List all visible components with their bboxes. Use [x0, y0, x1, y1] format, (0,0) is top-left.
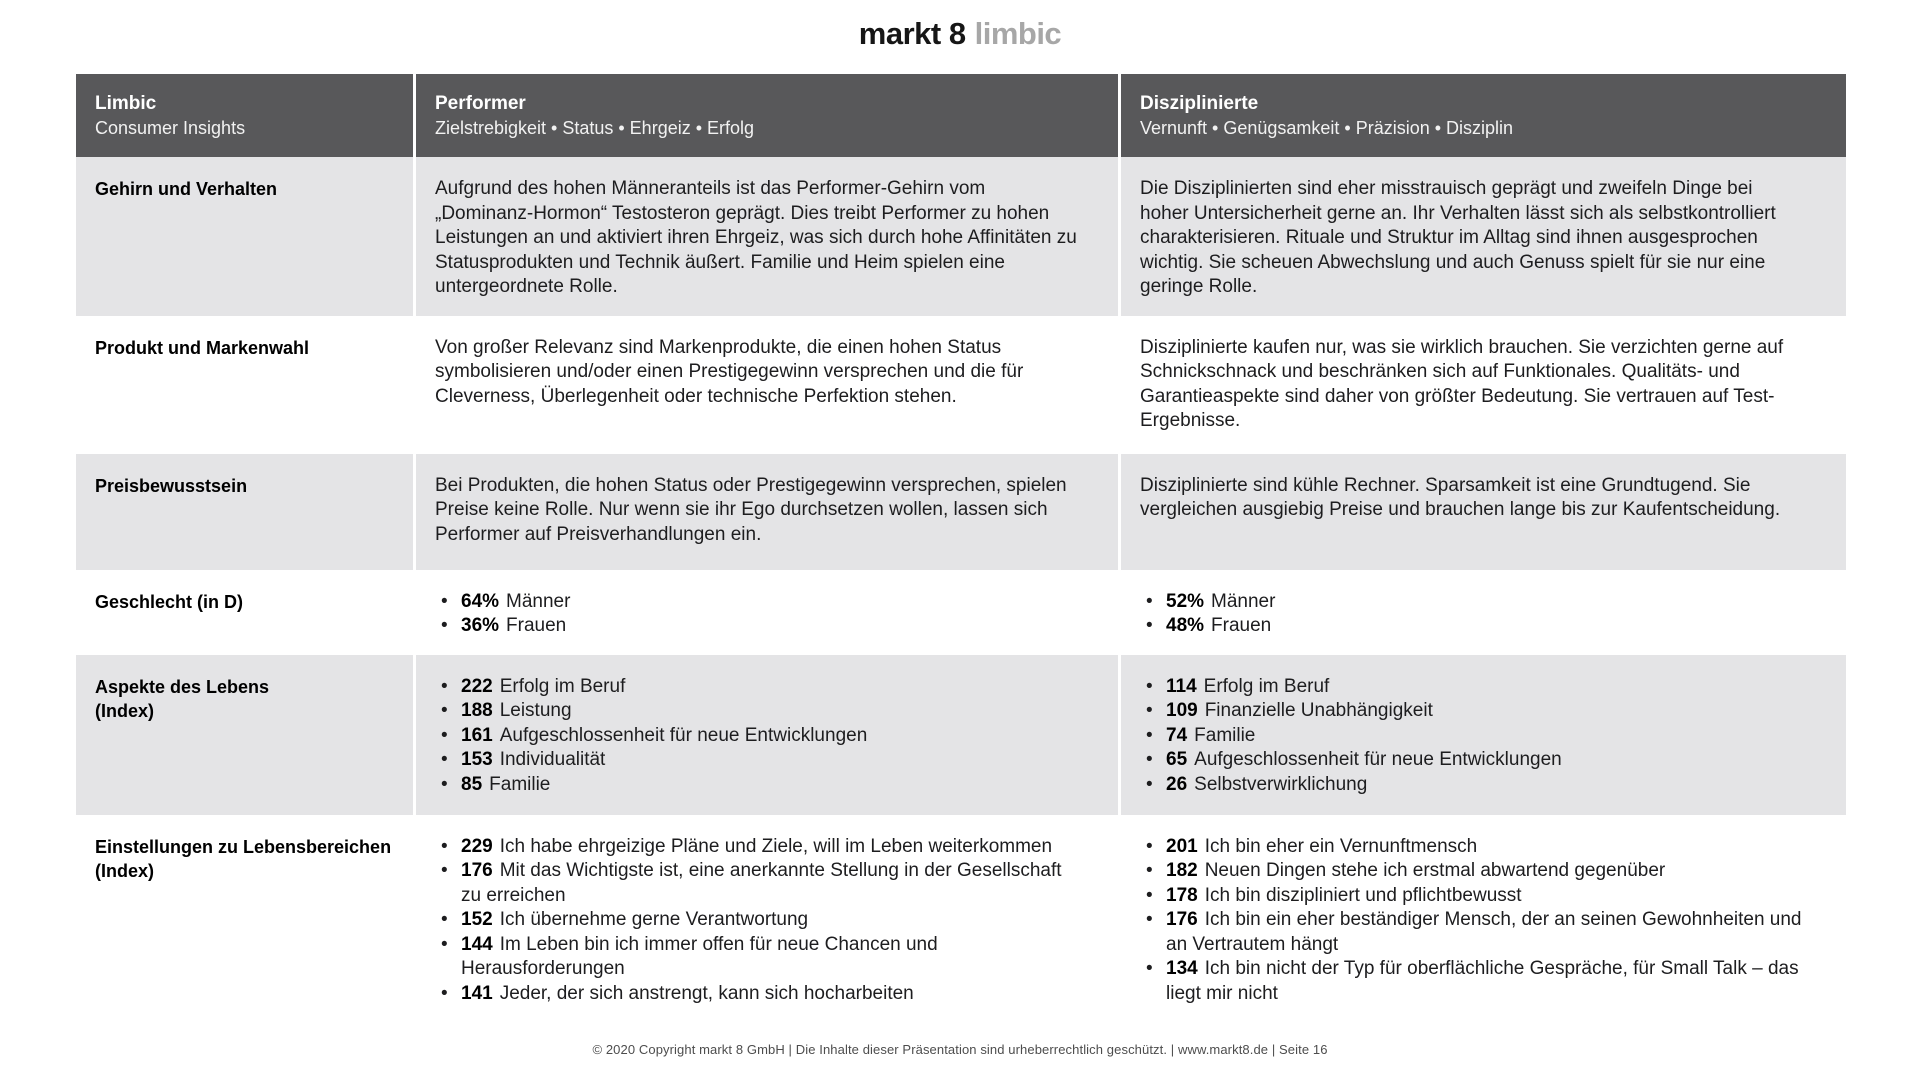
bullet-icon: • [1146, 909, 1153, 930]
list-item-value: 152 [461, 909, 493, 930]
bullet-icon: • [441, 909, 448, 930]
list-item-text: Erfolg im Beruf [1203, 675, 1330, 697]
row-label: Einstellungen zu Lebensbereichen [95, 836, 392, 857]
list-item-value: 176 [1166, 909, 1198, 930]
list-item-text: Erfolg im Beruf [499, 675, 626, 697]
table-row-produkt-und-markenwahl [76, 316, 1843, 454]
row-label-cell [76, 454, 413, 570]
bullet-icon: • [1146, 700, 1153, 721]
list-item-text: Ich bin ein eher beständiger Mensch, der an seinen Gewohnheiten und an Vertrautem hängt [1166, 909, 1802, 955]
bullet-list [1140, 590, 1806, 639]
header-subtitle: Vernunft • Genügsamkeit • Präzision • Disziplin [1140, 118, 1514, 138]
list-item [435, 724, 1078, 749]
header-title: Performer [435, 93, 526, 114]
bullet-icon: • [1146, 675, 1153, 697]
list-item-text: Familie [1194, 724, 1256, 746]
performer-cell [416, 454, 1118, 570]
bullet-list [435, 675, 1078, 798]
disziplinierte-cell [1121, 815, 1846, 1027]
row-label: Aspekte des Lebens [95, 676, 270, 697]
performer-cell [416, 316, 1118, 454]
performer-cell [416, 570, 1118, 655]
list-item [435, 933, 1078, 982]
list-item [435, 699, 1078, 724]
list-item-text: Leistung [499, 700, 572, 721]
list-item [435, 908, 1078, 933]
list-item-value: 153 [461, 749, 493, 770]
bullet-list [435, 590, 1078, 639]
bullet-list [1140, 835, 1806, 1007]
bullet-icon: • [1146, 958, 1153, 979]
disziplinierte-cell [1121, 157, 1846, 316]
list-item [1140, 614, 1806, 639]
bullet-icon: • [441, 982, 448, 1004]
footer-copyright: © 2020 Copyright markt 8 GmbH | Die Inhalte dieser Präsentation sind urheberrechtlich geschützt. | www.markt8.de | Seite 16 [592, 1042, 1328, 1057]
list-item-text: Familie [489, 773, 551, 795]
brand-logo-primary: markt 8 [858, 16, 966, 51]
list-item [1140, 957, 1806, 1006]
bullet-icon: • [1146, 835, 1153, 857]
list-item-value: 161 [461, 724, 493, 746]
bullet-icon: • [441, 860, 448, 881]
list-item-text: Männer [1211, 590, 1276, 612]
list-item-value: 74 [1166, 724, 1188, 746]
list-item-value: 26 [1166, 773, 1188, 795]
bullet-icon: • [441, 835, 448, 857]
list-item-text: Individualität [499, 749, 606, 770]
disziplinierte-cell [1121, 454, 1846, 570]
performer-cell [416, 655, 1118, 815]
list-item [1140, 748, 1806, 773]
list-item-value: 178 [1166, 884, 1198, 906]
list-item-value: 201 [1166, 835, 1198, 857]
bullet-icon: • [1146, 773, 1153, 795]
list-item-text: Aufgeschlossenheit für neue Entwicklungen [1194, 749, 1562, 770]
list-item-text: Im Leben bin ich immer offen für neue Chancen und Herausforderungen [461, 933, 938, 979]
cell-text: Bei Produkten, die hohen Status oder Prestigegewinn versprechen, spielen Preise keine Rolle. Nur wenn sie ihr Ego durchsetzen wollen, lassen sich Performer auf Preisverhandlungen ein. [435, 474, 1067, 545]
row-label: Produkt und Markenwahl [95, 337, 310, 358]
list-item-text: Selbstverwirklichung [1194, 773, 1368, 795]
table-header-row [76, 74, 1843, 157]
list-item-text: Ich übernehme gerne Verantwortung [499, 909, 809, 930]
limbic-comparison-table [76, 74, 1843, 1027]
bullet-list [1140, 675, 1806, 798]
cell-text: Disziplinierte sind kühle Rechner. Sparsamkeit ist eine Grundtugend. Sie vergleichen ausgiebig Preise und brauchen lange bis zur Kaufentscheidung. [1140, 474, 1781, 520]
list-item-value: 222 [461, 675, 493, 697]
cell-text: Aufgrund des hohen Männeranteils ist das Performer-Gehirn vom „Dominanz-Hormon“ Testosteron geprägt. Dies treibt Performer zu hohen Leistungen an und aktiviert ihren Ehrgeiz, was sich durch hohe Affinitäten zu Statusprodukten und Technik äußert. Familie und Heim spielen eine untergeordnete Rolle. [435, 178, 1077, 297]
row-label-cell [76, 655, 413, 815]
list-item-text: Aufgeschlossenheit für neue Entwicklungen [499, 724, 868, 746]
row-sublabel: (Index) [95, 700, 155, 721]
header-cell-disziplinierte [1121, 74, 1846, 157]
bullet-icon: • [441, 773, 448, 795]
list-item-text: Finanzielle Unabhängigkeit [1204, 700, 1433, 721]
header-subtitle: Consumer Insights [95, 118, 246, 138]
list-item-value: 48% [1166, 615, 1205, 636]
bullet-list [435, 835, 1078, 1007]
bullet-icon: • [441, 675, 448, 697]
list-item [435, 675, 1078, 700]
row-label: Geschlecht (in D) [95, 591, 244, 612]
list-item-text: Neuen Dingen stehe ich erstmal abwartend gegenüber [1204, 860, 1666, 881]
list-item [435, 835, 1078, 860]
list-item-value: 141 [461, 982, 493, 1004]
disziplinierte-cell [1121, 316, 1846, 454]
list-item-value: 36% [461, 615, 500, 636]
table-row-preisbewusstsein [76, 454, 1843, 570]
cell-text: Disziplinierte kaufen nur, was sie wirklich brauchen. Sie verzichten gerne auf Schnickschnack und beschränken sich auf Funktionales. Qualitäts- und Garantieaspekte sind daher von größter Bedeutung. Sie vertrauen auf Test-Ergebnisse. [1140, 336, 1784, 431]
bullet-icon: • [441, 590, 448, 612]
bullet-icon: • [441, 749, 448, 770]
list-item-text: Jeder, der sich anstrengt, kann sich hocharbeiten [499, 982, 914, 1004]
list-item [435, 614, 1078, 639]
bullet-icon: • [1146, 749, 1153, 770]
header-subtitle: Zielstrebigkeit • Status • Ehrgeiz • Erfolg [435, 118, 755, 138]
disziplinierte-cell [1121, 570, 1846, 655]
list-item [435, 859, 1078, 908]
brand-logo-suffix: limbic [974, 16, 1062, 51]
header-title: Disziplinierte [1140, 93, 1259, 114]
list-item [1140, 675, 1806, 700]
list-item [435, 982, 1078, 1007]
list-item-value: 176 [461, 860, 493, 881]
list-item-text: Ich bin eher ein Vernunftmensch [1204, 835, 1478, 857]
list-item-value: 188 [461, 700, 493, 721]
list-item [1140, 724, 1806, 749]
header-cell-performer [416, 74, 1118, 157]
list-item [435, 773, 1078, 798]
list-item [1140, 859, 1806, 884]
list-item [1140, 908, 1806, 957]
list-item-text: Ich bin diszipliniert und pflichtbewusst [1204, 884, 1522, 906]
list-item-text: Ich habe ehrgeizige Pläne und Ziele, will im Leben weiterkommen [499, 835, 1053, 857]
brand-logo [0, 16, 1920, 52]
bullet-icon: • [441, 700, 448, 721]
list-item-value: 109 [1166, 700, 1198, 721]
bullet-icon: • [441, 933, 448, 955]
header-cell-limbic [76, 74, 413, 157]
list-item-text: Frauen [1211, 615, 1272, 636]
performer-cell [416, 157, 1118, 316]
cell-text: Die Disziplinierten sind eher misstrauisch geprägt und zweifeln Dinge bei hoher Untersicherheit gerne an. Ihr Verhalten lässt sich als selbstkontrolliert charakterisieren. Rituale und Struktur im Alltag sind ihnen ausgesprochen wichtig. Sie scheuen Abwechslung und auch Genuss spielt für sie nur eine geringe Rolle. [1140, 178, 1776, 297]
list-item-value: 229 [461, 835, 493, 857]
row-label-cell [76, 570, 413, 655]
table-row-gehirn-und-verhalten [76, 157, 1843, 316]
list-item-value: 182 [1166, 860, 1198, 881]
list-item-value: 144 [461, 933, 493, 955]
row-label: Preisbewusstsein [95, 475, 248, 496]
list-item [1140, 835, 1806, 860]
row-label-cell [76, 157, 413, 316]
bullet-icon: • [441, 724, 448, 746]
bullet-icon: • [1146, 884, 1153, 906]
list-item [435, 748, 1078, 773]
list-item [1140, 884, 1806, 909]
list-item-value: 64% [461, 590, 500, 612]
bullet-icon: • [1146, 590, 1153, 612]
list-item-text: Frauen [506, 615, 567, 636]
performer-cell [416, 815, 1118, 1027]
table-row-geschlecht [76, 570, 1843, 655]
bullet-icon: • [441, 615, 448, 636]
list-item [1140, 773, 1806, 798]
header-title: Limbic [95, 93, 157, 114]
list-item [1140, 699, 1806, 724]
table-row-aspekte-des-lebens [76, 655, 1843, 815]
disziplinierte-cell [1121, 655, 1846, 815]
list-item-text: Mit das Wichtigste ist, eine anerkannte Stellung in der Gesellschaft zu erreichen [461, 860, 1062, 906]
row-label: Gehirn und Verhalten [95, 179, 278, 199]
list-item [435, 590, 1078, 615]
table-row-einstellungen-zu-lebensbereichen [76, 815, 1843, 1027]
list-item-value: 52% [1166, 590, 1205, 612]
row-label-cell [76, 815, 413, 1027]
row-label-cell [76, 316, 413, 454]
list-item-value: 114 [1166, 675, 1197, 697]
list-item-text: Männer [506, 590, 571, 612]
list-item-value: 134 [1166, 958, 1198, 979]
list-item-text: Ich bin nicht der Typ für oberflächliche Gespräche, für Small Talk – das liegt mir nicht [1166, 958, 1799, 1004]
list-item-value: 65 [1166, 749, 1188, 770]
row-sublabel: (Index) [95, 860, 155, 881]
list-item [1140, 590, 1806, 615]
cell-text: Von großer Relevanz sind Markenprodukte, die einen hohen Status symbolisieren und/oder einen Prestigegewinn versprechen und die für Cleverness, Überlegenheit oder technische Perfektion stehen. [435, 336, 1024, 407]
bullet-icon: • [1146, 724, 1153, 746]
list-item-value: 85 [461, 773, 483, 795]
bullet-icon: • [1146, 860, 1153, 881]
bullet-icon: • [1146, 615, 1153, 636]
